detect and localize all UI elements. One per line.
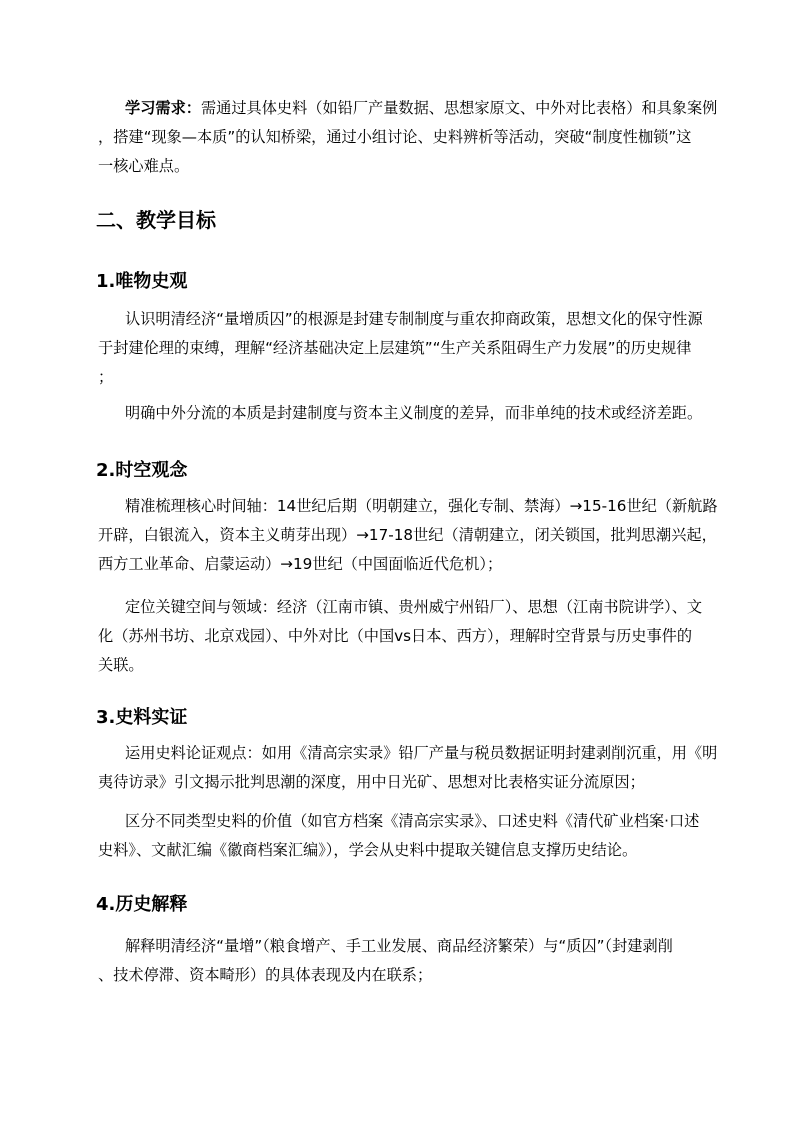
text-line: 西方工业革命、启蒙运动）→19世纪（中国面临近代危机）； bbox=[98, 555, 503, 573]
heading-interpretation: 4.历史解释 bbox=[96, 894, 188, 915]
text-line: 运用史料论证观点：如用《清高宗实录》铅厂产量与税员数据证明封建剥削沉重，用《明 bbox=[125, 744, 718, 762]
paragraph bbox=[98, 807, 698, 865]
intro-line: 一核心难点。 bbox=[98, 157, 190, 175]
heading-space-time: 2.时空观念 bbox=[96, 460, 188, 481]
paragraph bbox=[98, 932, 698, 990]
text-line: 开辟，白银流入，资本主义萌芽出现）→17-18世纪（清朝建立，闭关锁国，批判思潮兴起， bbox=[98, 526, 717, 544]
heading-materialism: 1.唯物史观 bbox=[96, 271, 188, 292]
text-line: 解释明清经济“量增”（粮食增产、手工业发展、商品经济繁荣）与“质囚”（封建剥削 bbox=[125, 937, 673, 955]
text-line: 定位关键空间与领域：经济（江南市镇、贵州威宁州铅厂）、思想（江南书院讲学）、文 bbox=[125, 598, 703, 616]
text-line: ； bbox=[98, 368, 114, 386]
paragraph bbox=[98, 399, 703, 428]
intro-paragraph bbox=[98, 94, 718, 181]
text-line: 明确中外分流的本质是封建制度与资本主义制度的差异，而非单纯的技术或经济差距。 bbox=[125, 404, 703, 422]
paragraph bbox=[98, 739, 718, 797]
text-line: 认识明清经济“量增质囚”的根源是封建专制制度与重农抑商政策，思想文化的保守性源 bbox=[125, 310, 703, 328]
paragraph bbox=[98, 593, 703, 680]
text-line: 关联。 bbox=[98, 656, 144, 674]
text-line: 精准梳理核心时间轴：14世纪后期（明朝建立，强化专制、禁海）→15-16世纪（新航路 bbox=[125, 497, 718, 515]
text-line: 夷待访录》引文揭示批判思潮的深度，用中日光矿、思想对比表格实证分流原因； bbox=[98, 773, 645, 791]
text-line: 史料》、文献汇编《徽商档案汇编》），学会从史料中提取关键信息支撑历史结论。 bbox=[98, 841, 638, 859]
paragraph bbox=[98, 305, 703, 392]
intro-line: 需通过具体史料（如铅厂产量数据、思想家原文、中外对比表格）和具象案例 bbox=[200, 99, 718, 117]
text-line: 、技术停滞、资本畸形）的具体表现及内在联系； bbox=[98, 966, 433, 984]
text-line: 区分不同类型史料的价值（如官方档案《清高宗实录》、口述史料《清代矿业档案·口述 bbox=[125, 812, 700, 830]
section-title: 二、教学目标 bbox=[96, 208, 216, 232]
heading-evidence: 3.史料实证 bbox=[96, 707, 188, 728]
intro-label: 学习需求： bbox=[125, 99, 201, 117]
text-line: 于封建伦理的束缚，理解“经济基础决定上层建筑”“生产关系阻碍生产力发展”的历史规律 bbox=[98, 339, 692, 357]
paragraph bbox=[98, 492, 718, 579]
intro-line: ，搭建“现象—本质”的认知桥梁，通过小组讨论、史料辨析等活动，突破“制度性枷锁”这 bbox=[98, 128, 692, 146]
text-line: 化（苏州书坊、北京戏园）、中外对比（中国vs日本、西方），理解时空背景与历史事件的 bbox=[98, 627, 693, 645]
